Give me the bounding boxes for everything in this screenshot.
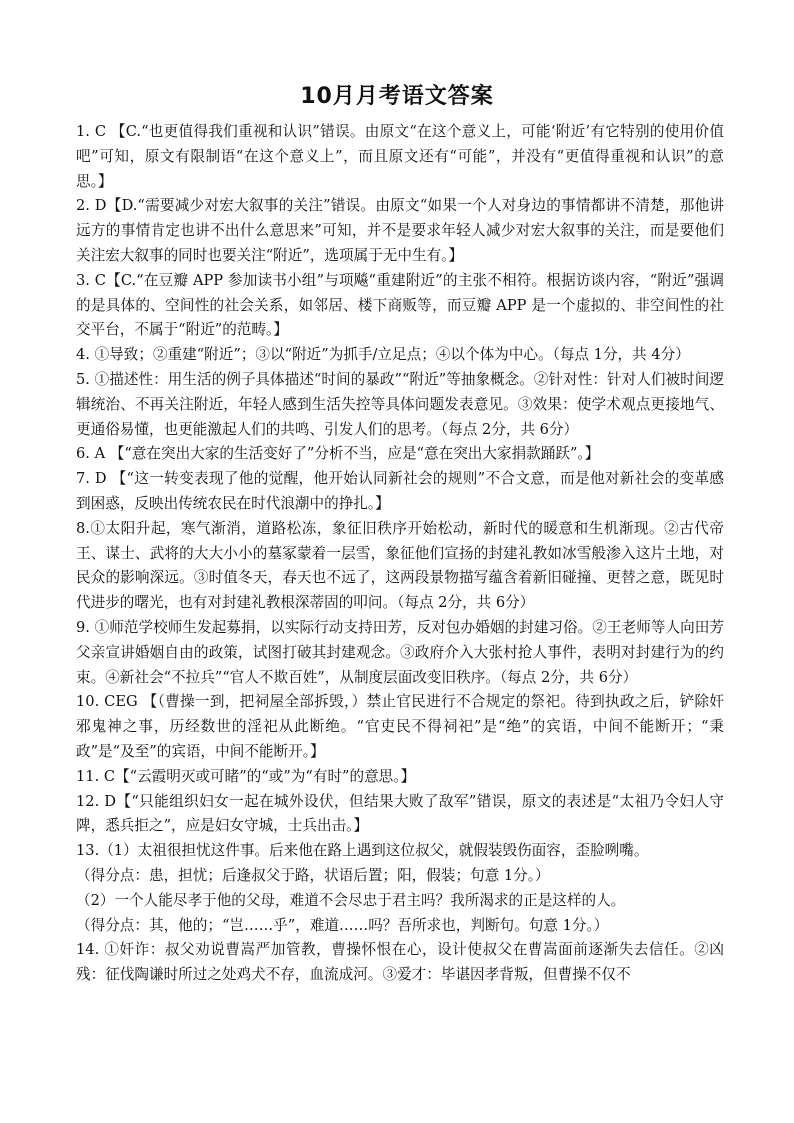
answer-item-12: 12. D【“只能组织妇女一起在城外设伏，但结果大败了敌军”错误，原文的表述是“太祖乃令妇人守陴，悉兵拒之”，应是妇女守城，士兵出击。】: [76, 792, 724, 835]
answer-item-13-part-1: 13.（1）太祖很担忧这件事。后来他在路上遇到这位叔父，就假装毁伤面容，歪脸咧嘴。: [76, 842, 649, 860]
answer-item-2: 2. D【D.“需要减少对宏大叙事的关注”错误。由原文“如果一个人对身边的事情都讲不清楚，那他讲远方的事情肯定也讲不出什么意思来”可知，并不是要求年轻人减少对宏大叙事的关注，而是要他们关注宏大叙事的同时也要关注“附近”，选项属于无中生有。】: [76, 197, 724, 264]
answer-list: [76, 120, 724, 988]
answer-item-6: 6. A 【“意在突出大家的生活变好了”分析不当，应是“意在突出大家捐款踊跃”。】: [76, 445, 600, 463]
answer-item-5: 5. ①描述性：用生活的例子具体描述“时间的暴政”“附近”等抽象概念。②针对性：针对人们被时间逻辑统治、不再关注附近，年轻人感到生活失控等具体问题发表意见。③效果：使学术观点更接地气、更通俗易懂，也更能激起人们的共鸣、引发人们的思考。（每点 2分，共 6分）: [76, 370, 724, 438]
answer-item-9: 9. ①师范学校师生发起募捐，以实际行动支持田芳，反对包办婚姻的封建习俗。②王老师等人向田芳父亲宣讲婚姻自由的政策，试图打破其封建观念。③政府介入大张村抢人事件，表明对封建行为的约束。④新社会“不拉兵”“官人不欺百姓”，从制度层面改变旧秩序。（每点 2分，共 6分）: [76, 618, 724, 686]
answer-item-7: 7. D 【“这一转变表现了他的觉醒，他开始认同新社会的规则”不合文意，而是他对新社会的变革感到困惑，反映出传统农民在时代浪潮中的挣扎。】: [76, 470, 724, 512]
answer-item-14: 14. ①奸诈：叔父劝说曹嵩严加管教，曹操怀恨在心，设计使叔父在曹嵩面前逐渐失去信任。②凶残：征伐陶谦时所过之处鸡犬不存，血流成河。③爱才：毕谌因孝背叛，但曹操不仅不: [76, 941, 724, 984]
answer-item-1: 1. C 【C.“也更值得我们重视和认识”错误。由原文“在这个意义上，可能‘附近’有它特别的使用价值吧”可知，原文有限制语“在这个意义上”，而且原文还有“可能”，并没有“更值得重视和认识”的意思。】: [76, 123, 724, 190]
answer-item-3: 3. C【C.“在豆瓣 APP 参加读书小组”与项飚“重建附近”的主张不相符。根据访谈内容，“附近”强调的是具体的、空间性的社会关系，如邻居、楼下商贩等，而豆瓣 APP 是一个虚拟的、非空间性的社交平台，不属于“附近”的范畴。】: [76, 271, 724, 339]
answer-item-13-scoring-1: （得分点：患，担忧；后逢叔父于路，状语后置；阳，假装；句意 1分。）: [76, 866, 550, 884]
answer-item-10: 10. CEG 【（曹操一到，把祠屋全部拆毁，）禁止官民进行不合规定的祭祀。待到执政之后，铲除奸邪鬼神之事，历经数世的淫祀从此断绝。“官吏民不得祠祀”是“绝”的宾语，中间不能断开；“秉政”是“及至”的宾语，中间不能断开。】: [76, 693, 724, 760]
page-title: 10月月考语文答案: [300, 84, 494, 109]
answer-item-13-scoring-2: （得分点：其，他的；“岂……乎”，难道……吗？吾所求也，判断句。句意 1分。）: [76, 916, 609, 934]
answer-item-4: 4. ①导致；②重建“附近”；③以“附近”为抓手/立足点；④以个体为中心。（每点 1分，共 4分）: [76, 346, 690, 364]
answer-item-11: 11. C【“云霞明灭或可睹”的“或”为“有时”的意思。】: [76, 767, 416, 785]
answer-item-13-part-2: （2）一个人能尽孝于他的父母，难道不会尽忠于君主吗？我所渴求的正是这样的人。: [76, 891, 626, 909]
answer-item-8: 8.①太阳升起，寒气渐消，道路松冻，象征旧秩序开始松动，新时代的暖意和生机渐现。②古代帝王、谋士、武将的大大小小的墓冢蒙着一层雪，象征他们宣扬的封建礼教如冰雪般渗入这片土地，对民众的影响深远。③时值冬天，春天也不远了，这两段景物描写蕴含着新旧碰撞、更替之意，既见时代进步的曙光，也有对封建礼教根深蒂固的叩问。（每点 2分，共 6分）: [76, 519, 724, 612]
